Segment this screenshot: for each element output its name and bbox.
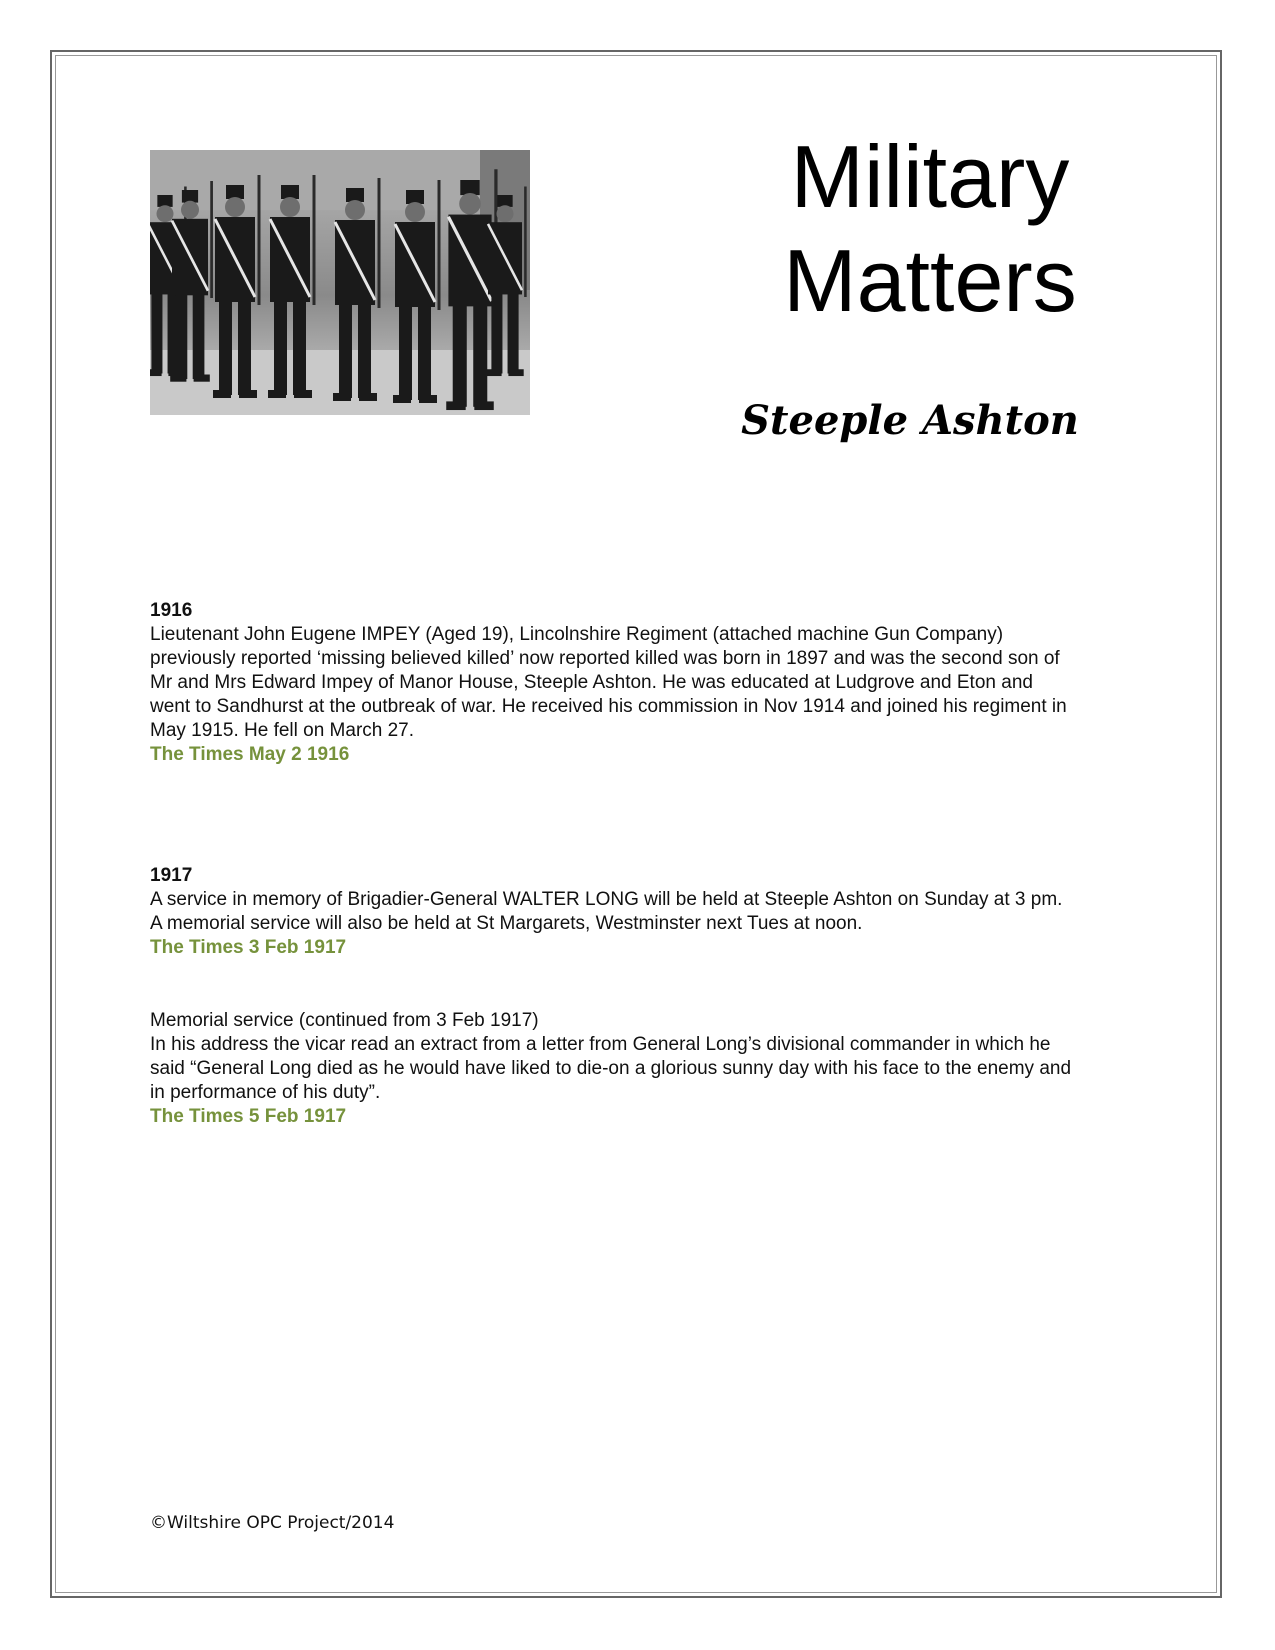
entry-year: 1916	[150, 600, 193, 621]
title-line-1: Military	[790, 127, 1070, 226]
entry-line: went to Sandhurst at the outbreak of war. He received his commission in Nov 1914 and joined his regiment in	[150, 696, 1067, 717]
entry-memorial-service	[150, 1009, 1170, 1129]
entry-source: The Times 3 Feb 1917	[150, 937, 347, 958]
entry-1916	[150, 599, 1170, 767]
title-line-2: Matters	[783, 231, 1077, 330]
entry-line: said “General Long died as he would have liked to die-on a glorious sunny day with his face to the enemy and	[150, 1058, 1072, 1079]
entry-1917	[150, 864, 1170, 960]
entry-source: The Times 5 Feb 1917	[150, 1106, 347, 1127]
entry-line: Memorial service (continued from 3 Feb 1917)	[150, 1010, 539, 1031]
entry-line: in performance of his duty”.	[150, 1082, 381, 1103]
copyright-footer: ©Wiltshire OPC Project/2014	[150, 1513, 395, 1533]
entry-year: 1917	[150, 865, 193, 886]
entry-line: In his address the vicar read an extract from a letter from General Long’s divisional commander in which he	[150, 1034, 1051, 1055]
page-title	[700, 125, 1160, 333]
entry-source: The Times May 2 1916	[150, 744, 350, 765]
entry-line: A service in memory of Brigadier-General WALTER LONG will be held at Steeple Ashton on Sunday at 3 pm.	[150, 889, 1063, 910]
entry-line: A memorial service will also be held at St Margarets, Westminster next Tues at noon.	[150, 913, 863, 934]
entry-line: Lieutenant John Eugene IMPEY (Aged 19), Lincolnshire Regiment (attached machine Gun Company)	[150, 624, 1004, 645]
soldiers-photo	[150, 150, 530, 415]
page-subtitle: Steeple Ashton	[741, 397, 1079, 444]
entry-line: previously reported ‘missing believed killed’ now reported killed was born in 1897 and was the second son of	[150, 648, 1060, 669]
entry-line: Mr and Mrs Edward Impey of Manor House, Steeple Ashton. He was educated at Ludgrove and Eton and	[150, 672, 1033, 693]
entry-line: May 1915. He fell on March 27.	[150, 720, 415, 741]
